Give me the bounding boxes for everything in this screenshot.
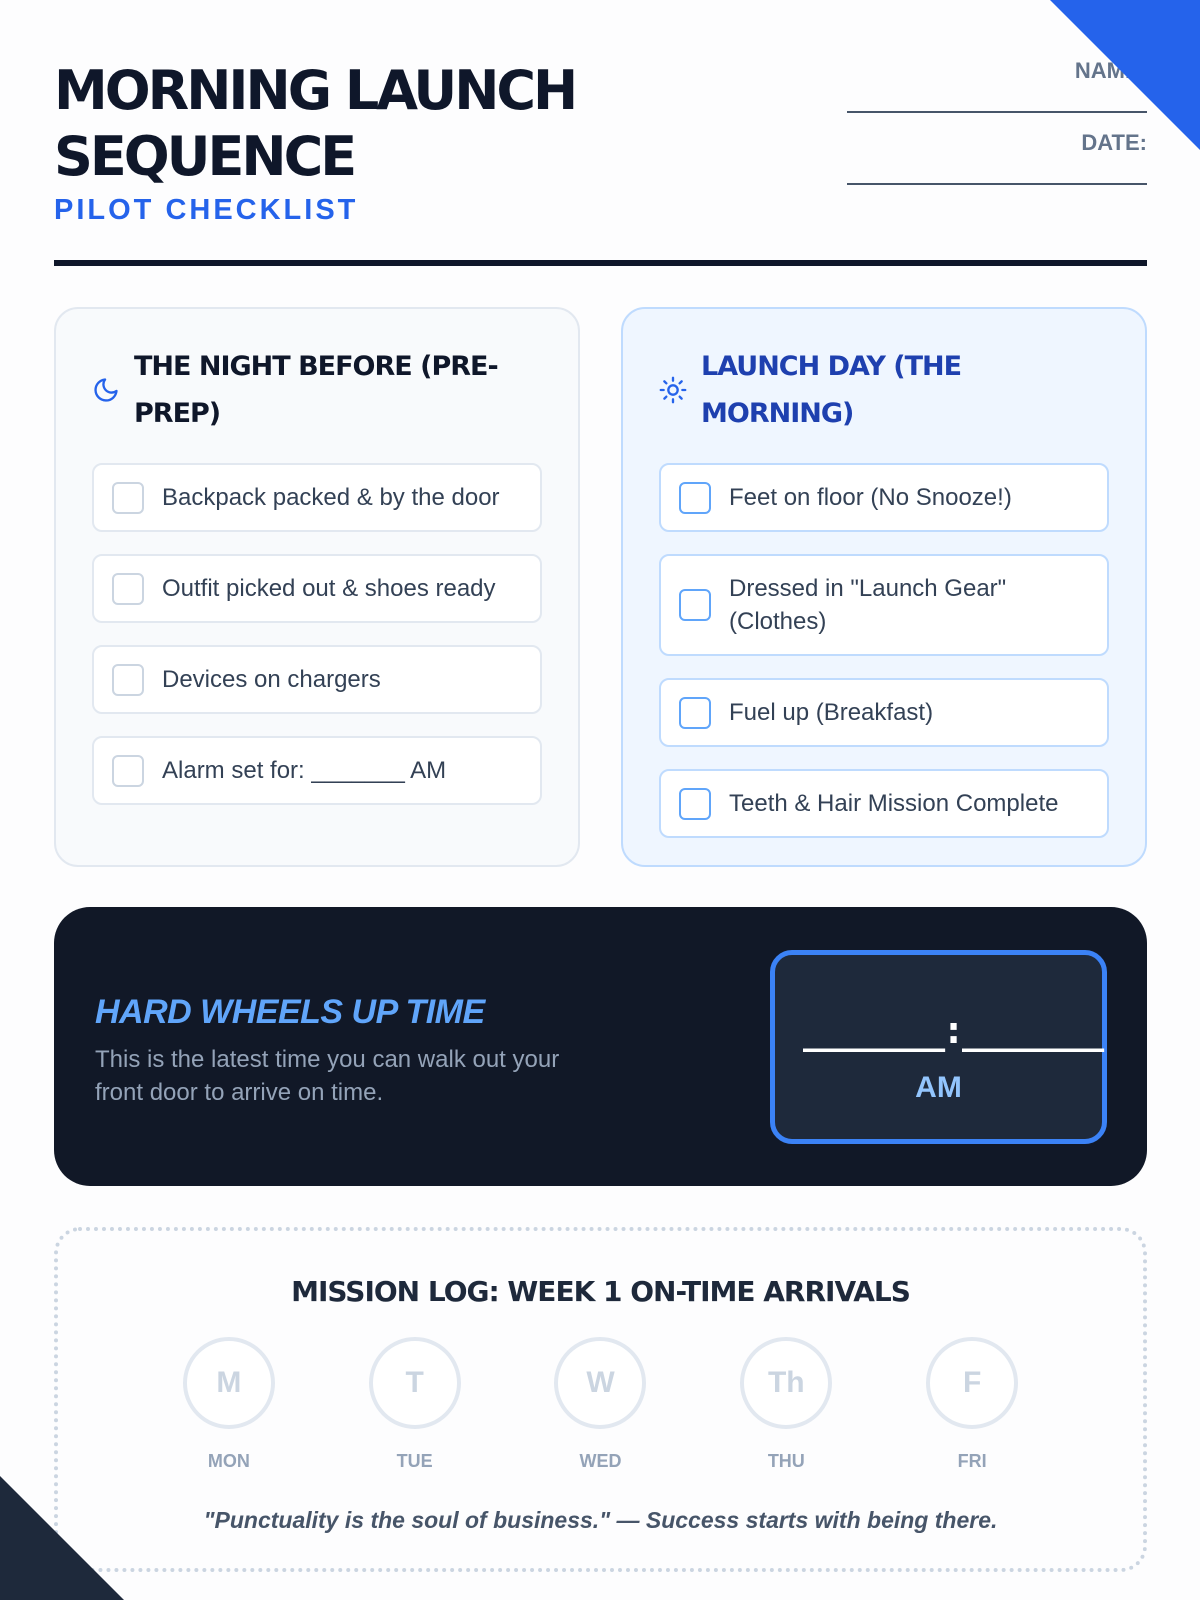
checkbox[interactable] (112, 755, 144, 787)
wheels-up-panel (54, 907, 1147, 1186)
wheels-up-description: This is the latest time you can walk out your front door to arrive on time. (95, 1046, 560, 1106)
checklist-item[interactable] (659, 678, 1109, 747)
wheels-up-title: HARD WHEELS UP TIME (95, 993, 485, 1031)
mission-log-quote: "Punctuality is the soul of business." — Success starts with being there. (203, 1507, 998, 1533)
day-circle[interactable]: T (369, 1337, 461, 1429)
checkbox[interactable] (679, 482, 711, 514)
checklist-item-label: Alarm set for: _______ AM (162, 757, 447, 784)
checklist-item[interactable] (92, 736, 542, 805)
checklist-item[interactable] (659, 554, 1109, 656)
checklist-item-label: Fuel up (Breakfast) (729, 699, 934, 726)
day-circle[interactable]: W (554, 1337, 646, 1429)
checklist-item-label: Feet on floor (No Snooze!) (729, 484, 1012, 511)
checklist-item-label: Dressed in "Launch Gear" (Clothes) (729, 575, 1007, 635)
day-circle[interactable]: M (183, 1337, 275, 1429)
page-title: MORNING LAUNCH SEQUENCE (54, 59, 576, 188)
checklist-item[interactable] (92, 554, 542, 623)
day-circle[interactable]: F (926, 1337, 1018, 1429)
page-header (54, 58, 1147, 268)
checklist-item-label: Teeth & Hair Mission Complete (729, 790, 1059, 817)
time-entry-box[interactable] (770, 950, 1107, 1144)
checklist-item[interactable] (92, 463, 542, 532)
checklist-item[interactable] (92, 645, 542, 714)
mission-log (54, 1227, 1147, 1572)
day-circle[interactable]: Th (740, 1337, 832, 1429)
day-friday[interactable] (917, 1337, 1027, 1472)
checklist-item[interactable] (659, 769, 1109, 838)
corner-accent-top-right (1050, 0, 1200, 150)
name-label: NAME: (1074, 58, 1147, 83)
page-subtitle: PILOT CHECKLIST (54, 194, 359, 226)
checkbox[interactable] (112, 664, 144, 696)
checkbox[interactable] (112, 573, 144, 605)
day-label: WED (579, 1451, 622, 1471)
night-before-card (54, 307, 580, 867)
day-tracker (58, 1337, 1143, 1472)
checkbox[interactable] (679, 697, 711, 729)
date-label: DATE: (1081, 130, 1147, 155)
mission-log-title: MISSION LOG: WEEK 1 ON-TIME ARRIVALS (291, 1275, 910, 1308)
day-label: MON (207, 1451, 250, 1471)
launch-day-header (659, 343, 1109, 437)
time-blank[interactable]: _______:_______ (803, 1008, 1102, 1052)
night-before-header (92, 343, 542, 437)
checklist-item[interactable] (659, 463, 1109, 532)
day-monday[interactable] (174, 1337, 284, 1472)
checklist-item-label: Devices on chargers (162, 666, 381, 693)
checklist-item-label: Outfit picked out & shoes ready (162, 575, 496, 602)
time-ampm-label: AM (915, 1071, 962, 1104)
checklist-item-label: Backpack packed & by the door (162, 484, 500, 511)
header-divider (54, 260, 1147, 266)
corner-accent-bottom-left (0, 1476, 124, 1600)
day-thursday[interactable] (731, 1337, 841, 1472)
checkbox[interactable] (679, 788, 711, 820)
night-before-title: THE NIGHT BEFORE (PRE-PREP) (134, 351, 498, 429)
day-label: TUE (396, 1451, 433, 1471)
sun-icon (659, 376, 687, 404)
date-line[interactable] (847, 183, 1147, 185)
launch-day-title: LAUNCH DAY (THE MORNING) (701, 351, 962, 429)
day-tuesday[interactable] (360, 1337, 470, 1472)
day-label: THU (767, 1451, 805, 1471)
moon-icon (92, 376, 120, 404)
launch-day-card (621, 307, 1147, 867)
checkbox[interactable] (112, 482, 144, 514)
checkbox[interactable] (679, 589, 711, 621)
day-wednesday[interactable] (545, 1337, 655, 1472)
day-label: FRI (957, 1451, 987, 1471)
